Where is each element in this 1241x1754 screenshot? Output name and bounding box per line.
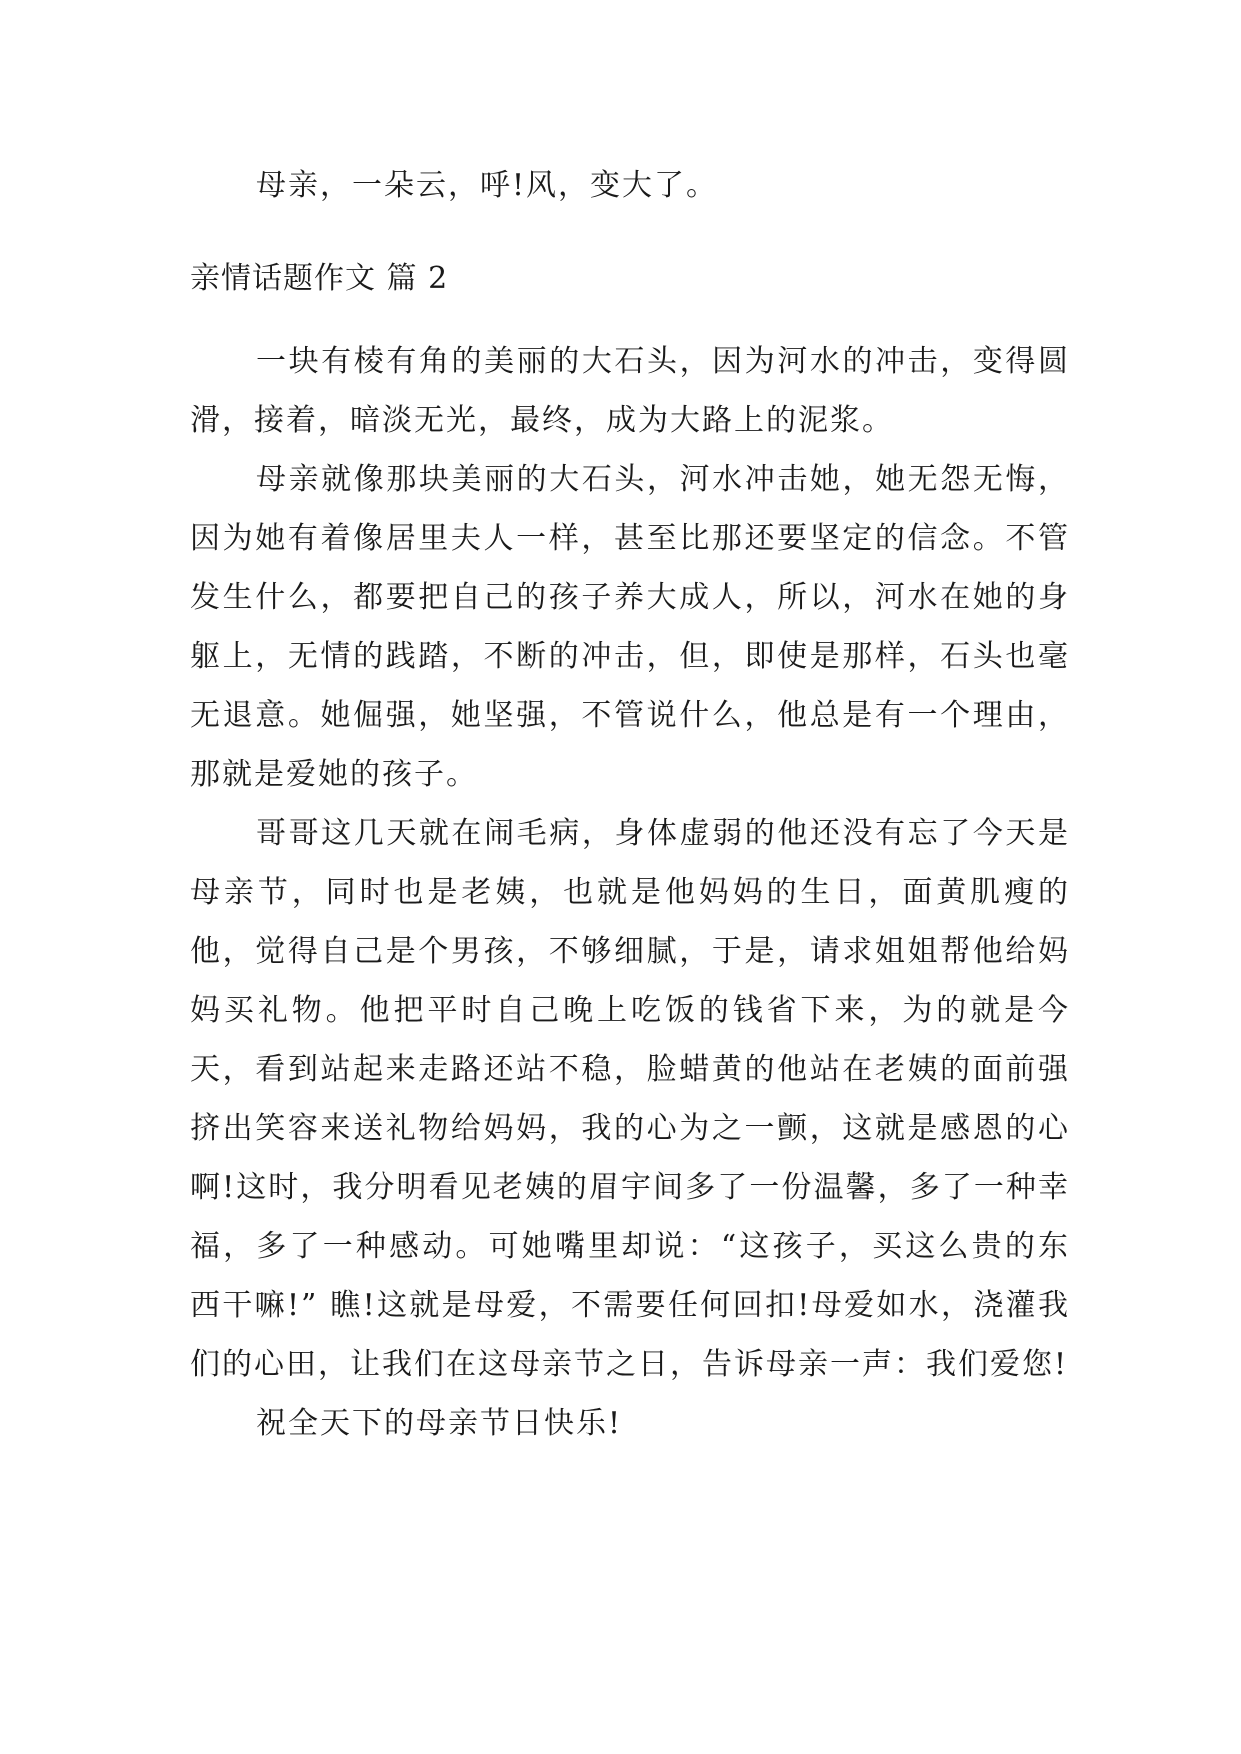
paragraph-4: 祝全天下的母亲节日快乐! — [256, 1406, 623, 1441]
paragraph-1: 一块有棱有角的美丽的大石头，因为河水的冲击，变得圆滑，接着，暗淡无光，最终，成为大路上的泥浆。 — [190, 344, 1070, 438]
paragraph-2: 母亲就像那块美丽的大石头，河水冲击她，她无怨无悔，因为她有着像居里夫人一样，甚至比那还要坚定的信念。不管发生什么，都要把自己的孩子养大成人，所以，河水在她的身躯上，无情的践踏，不断的冲击，但，即使是那样，石头也毫无退意。她倔强，她坚强，不管说什么，他总是有一个理由，那就是爱她的孩子。 — [190, 462, 1070, 792]
previous-section-closing-line: 母亲，一朵云，呼!风，变大了。 — [256, 168, 719, 203]
essay-body — [190, 332, 1070, 1453]
paragraph-3: 哥哥这几天就在闹毛病，身体虚弱的他还没有忘了今天是母亲节，同时也是老姨，也就是他妈妈的生日，面黄肌瘦的他，觉得自己是个男孩，不够细腻，于是，请求姐姐帮他给妈妈买礼物。他把平时自己晚上吃饭的钱省下来，为的就是今天，看到站起来走路还站不稳，脸蜡黄的他站在老姨的面前强挤出笑容来送礼物给妈妈，我的心为之一颤，这就是感恩的心啊!这时，我分明看见老姨的眉宇间多了一份温馨，多了一种幸福，多了一种感动。可她嘴里却说：“这孩子，买这么贵的东西干嘛!” 瞧!这就是母爱，不需要任何回扣!母爱如水，浇灌我们的心田，让我们在这母亲节之日，告诉母亲一声：我们爱您! — [190, 816, 1070, 1382]
section-heading: 亲情话题作文 篇 2 — [190, 261, 449, 296]
